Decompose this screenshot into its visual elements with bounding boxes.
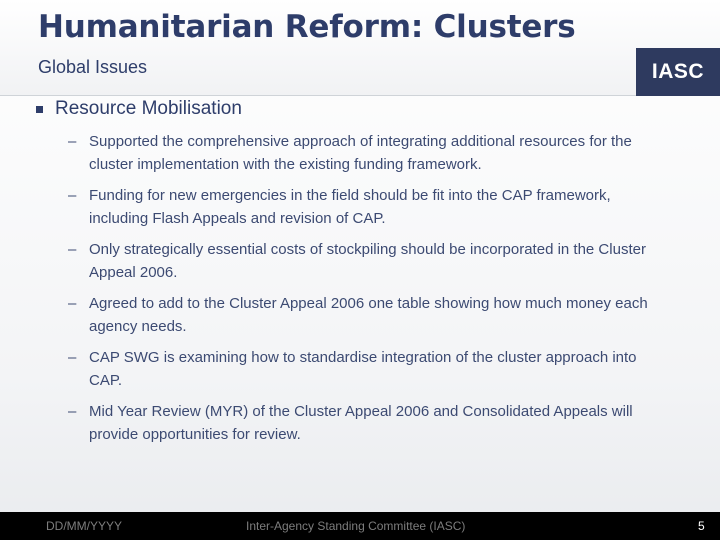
footer-organization: Inter-Agency Standing Committee (IASC) bbox=[246, 519, 466, 533]
list-item-text: Only strategically essential costs of stockpiling should be incorporated in the Cluster Appeal 2006. bbox=[89, 241, 646, 281]
list-item-text: CAP SWG is examining how to standardise integration of the cluster approach into CAP. bbox=[89, 349, 637, 389]
list-item bbox=[68, 130, 668, 176]
dash-bullet-icon: – bbox=[68, 187, 77, 204]
dash-bullet-icon: – bbox=[68, 133, 77, 150]
bullet-list bbox=[68, 130, 668, 454]
dash-bullet-icon: – bbox=[68, 295, 77, 312]
list-item bbox=[68, 238, 668, 284]
list-item bbox=[68, 400, 668, 446]
section-label: Resource Mobilisation bbox=[55, 98, 242, 119]
slide-subtitle: Global Issues bbox=[38, 57, 148, 77]
square-bullet-icon bbox=[36, 106, 43, 113]
list-item-text: Funding for new emergencies in the field should be fit into the CAP framework, including Flash Appeals and revision of CAP. bbox=[89, 187, 611, 227]
page-number: 5 bbox=[698, 519, 705, 533]
slide-header bbox=[0, 0, 720, 96]
list-item bbox=[68, 292, 668, 338]
dash-bullet-icon: – bbox=[68, 349, 77, 366]
iasc-logo: IASC bbox=[636, 48, 720, 96]
section-heading bbox=[36, 98, 242, 120]
dash-bullet-icon: – bbox=[68, 403, 77, 420]
footer-date: DD/MM/YYYY bbox=[46, 519, 123, 533]
list-item-text: Agreed to add to the Cluster Appeal 2006 one table showing how much money each agency needs. bbox=[89, 295, 648, 335]
dash-bullet-icon: – bbox=[68, 241, 77, 258]
list-item bbox=[68, 184, 668, 230]
list-item-text: Supported the comprehensive approach of integrating additional resources for the cluster implementation with the existing funding framework. bbox=[89, 133, 632, 173]
list-item bbox=[68, 346, 668, 392]
slide-title: Humanitarian Reform: Clusters bbox=[38, 9, 576, 45]
slide-footer bbox=[0, 512, 720, 540]
list-item-text: Mid Year Review (MYR) of the Cluster Appeal 2006 and Consolidated Appeals will provide opportunities for review. bbox=[89, 403, 633, 443]
